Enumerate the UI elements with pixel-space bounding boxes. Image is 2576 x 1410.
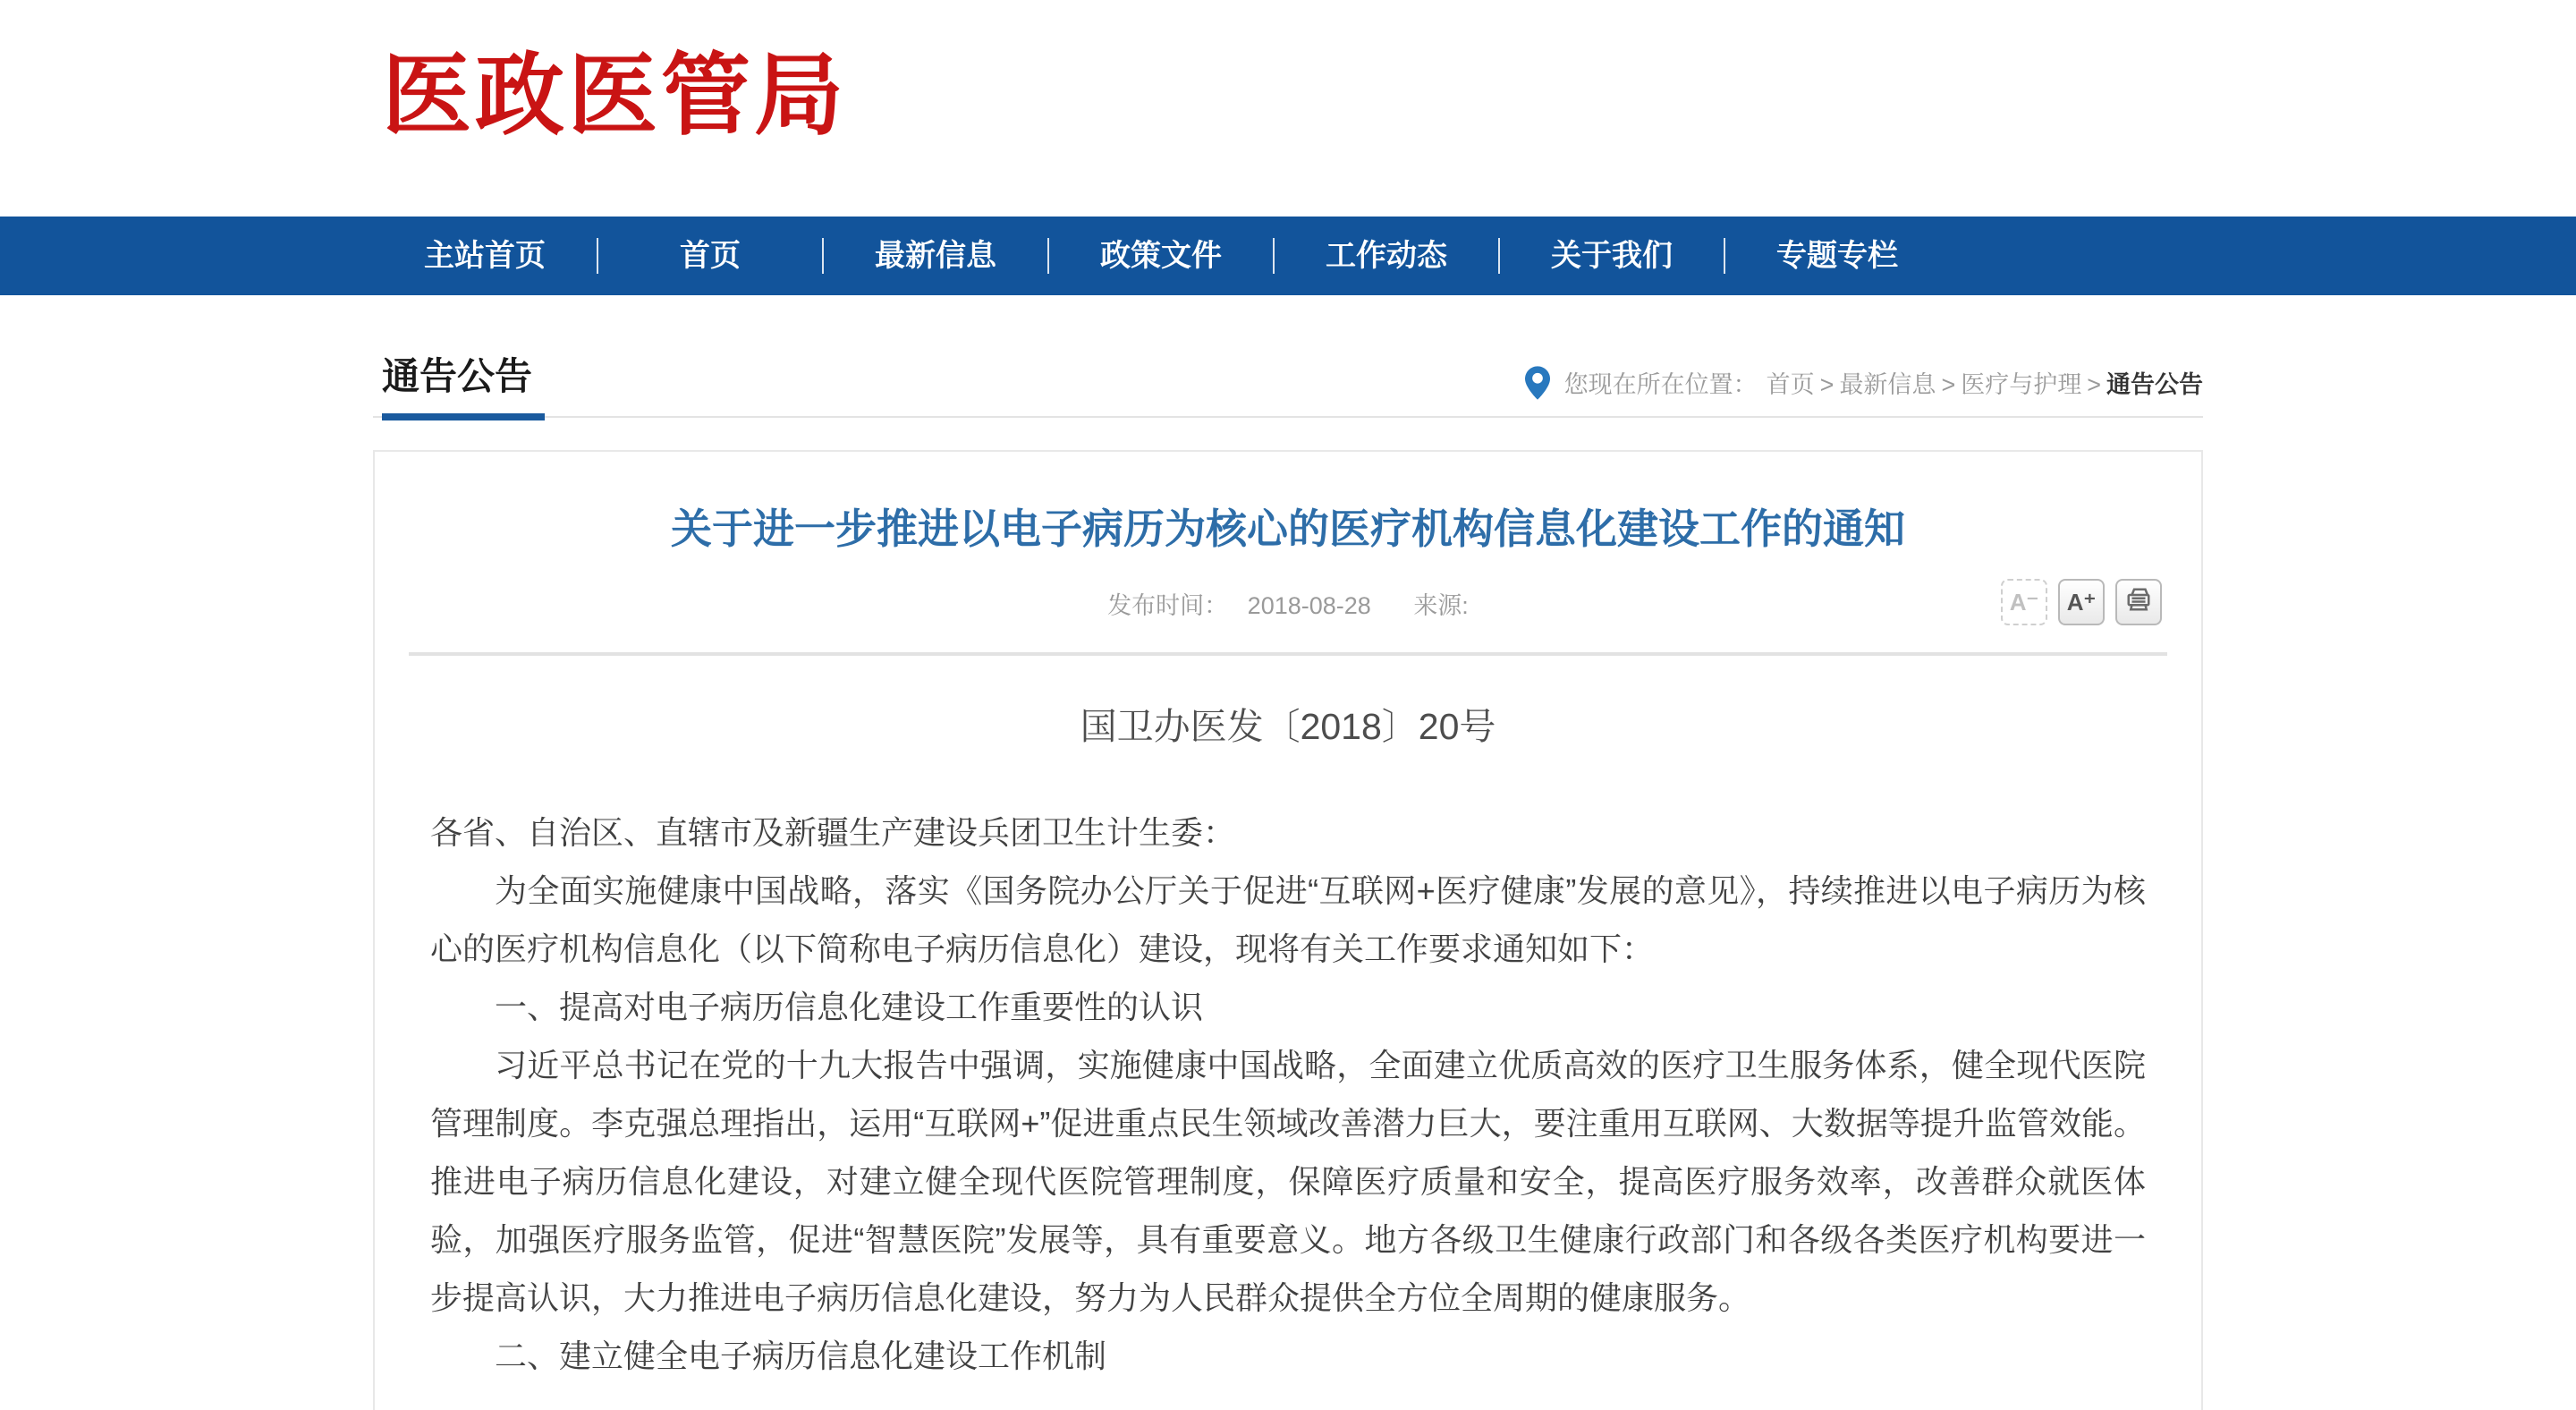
publish-time-label: 发布时间： <box>1107 592 1229 619</box>
site-logo: 医政医管局 <box>382 46 847 146</box>
section-title: 通告公告 <box>382 347 545 420</box>
breadcrumb-separator: > <box>1941 371 1956 398</box>
breadcrumb-link-1[interactable]: 首页 <box>1766 371 1815 398</box>
meta-divider <box>409 652 2167 656</box>
article-paragraph: 为全面实施健康中国战略，落实《国务院办公厅关于促进“互联网+医疗健康”发展的意见》，持续推进以电子病历为核心的医疗机构信息化（以下简称电子病历信息化）建设，现将有关工作要求通知如下： <box>430 872 2146 967</box>
section-header-row <box>373 347 2203 418</box>
article-toolbar <box>2001 579 2162 625</box>
printer-icon <box>2125 586 2152 619</box>
article-title: 关于进一步推进以电子病历为核心的医疗机构信息化建设工作的通知 <box>671 505 1905 552</box>
article-paragraph: 习近平总书记在党的十九大报告中强调，实施健康中国战略，全面建立优质高效的医疗卫生服务体系，健全现代医院管理制度。李克强总理指出，运用“互联网+”促进重点民生领域改善潜力巨大，要注重用互联网、大数据等提升监管效能。推进电子病历信息化建设，对建立健全现代医院管理制度，保障医疗质量和安全，提高医疗服务效率，改善群众就医体验，加强医疗服务监管，促进“智慧医院”发展等，具有重要意义。地方各级卫生健康行政部门和各级各类医疗机构要进一步提高认识，大力推进电子病历信息化建设，努力为人民群众提供全方位全周期的健康服务。 <box>430 1047 2146 1316</box>
article-meta-row <box>430 579 2146 633</box>
breadcrumb-separator: > <box>2087 371 2101 398</box>
location-pin-icon <box>1525 366 1550 400</box>
nav-item-6[interactable]: 关于我们 <box>1551 239 1673 273</box>
publish-info <box>430 579 2146 633</box>
breadcrumb-trail <box>1767 365 2203 400</box>
article-panel <box>373 450 2203 1410</box>
breadcrumb-separator: > <box>1819 371 1835 398</box>
nav-item-2[interactable]: 首页 <box>680 239 741 273</box>
source-label: 来源: <box>1413 592 1469 619</box>
nav-item-7[interactable]: 专题专栏 <box>1776 239 1898 273</box>
document-number: 国卫办医发〔2018〕20号 <box>1080 706 1496 747</box>
font-decrease-button[interactable]: A⁻ <box>2001 579 2047 625</box>
breadcrumb <box>1525 365 2203 416</box>
breadcrumb-link-2[interactable]: 最新信息 <box>1839 371 1936 398</box>
breadcrumb-link-3[interactable]: 医疗与护理 <box>1961 371 2082 398</box>
site-header <box>0 0 2576 217</box>
article-paragraph: 各省、自治区、直辖市及新疆生产建设兵团卫生计生委： <box>430 814 1236 851</box>
article-paragraph: 二、建立健全电子病历信息化建设工作机制 <box>495 1338 1107 1374</box>
article-paragraph: 一、提高对电子病历信息化建设工作重要性的认识 <box>495 989 1204 1025</box>
article-body <box>430 803 2146 1410</box>
main-nav <box>0 217 2576 295</box>
nav-item-5[interactable]: 工作动态 <box>1326 239 1447 273</box>
breadcrumb-current: 通告公告 <box>2106 371 2203 398</box>
nav-item-4[interactable]: 政策文件 <box>1100 239 1222 273</box>
font-increase-button[interactable]: A⁺ <box>2058 579 2105 625</box>
nav-item-1[interactable]: 主站首页 <box>424 239 546 273</box>
nav-item-3[interactable]: 最新信息 <box>875 239 996 273</box>
publish-date: 2018-08-28 <box>1247 592 1371 619</box>
breadcrumb-label: 您现在所在位置： <box>1563 371 1758 398</box>
print-button[interactable] <box>2115 579 2162 625</box>
